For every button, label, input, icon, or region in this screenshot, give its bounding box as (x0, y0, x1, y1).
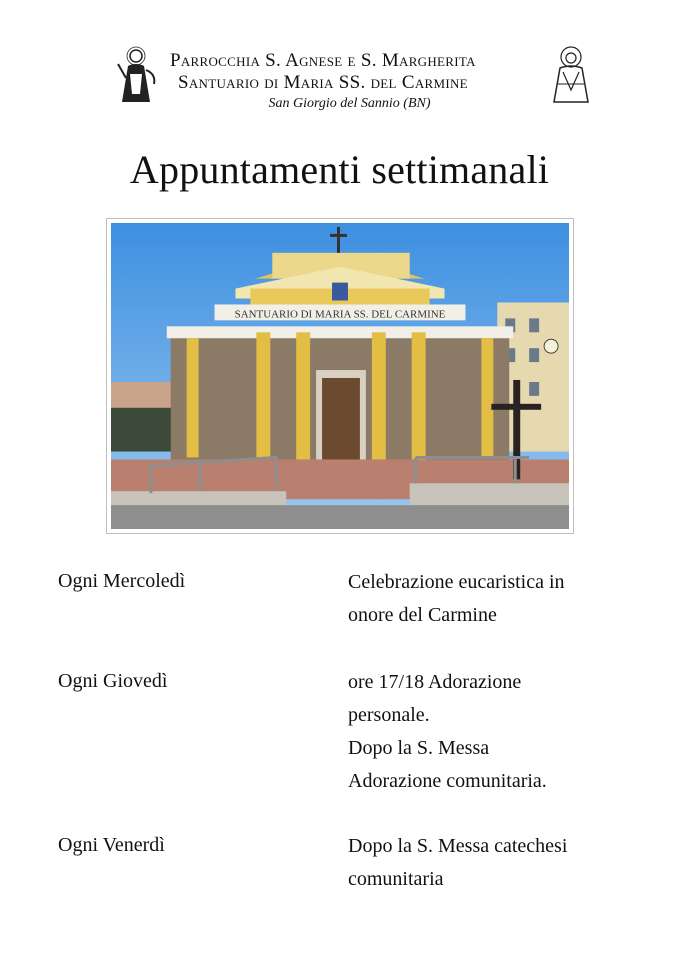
location: San Giorgio del Sannio (BN) (268, 96, 431, 111)
description-line: Celebrazione eucaristica in (348, 571, 565, 593)
saint-left-icon (110, 44, 162, 104)
church-sign: SANTUARIO DI MARIA SS. DEL CARMINE (234, 308, 446, 321)
description-line: onore del Carmine (348, 604, 497, 626)
page-header (0, 40, 679, 120)
parish-name: Parrocchia S. Agnese e S. Margherita (170, 50, 476, 71)
description-line: ore 17/18 Adorazione (348, 671, 522, 693)
description-line: Dopo la S. Messa (348, 737, 490, 759)
church-image (111, 223, 569, 529)
page-title: Appuntamenti settimanali (129, 147, 550, 192)
description-line: Adorazione comunitaria. (348, 770, 547, 792)
day-description (348, 566, 565, 632)
day-label: Ogni Giovedì (58, 670, 168, 692)
day-description (348, 666, 547, 798)
sanctuary-name: Santuario di Maria SS. del Carmine (178, 72, 468, 93)
saint-right-icon (548, 44, 594, 104)
day-label: Ogni Venerdì (58, 834, 165, 856)
day-description (348, 830, 567, 896)
description-line: personale. (348, 704, 430, 726)
day-label: Ogni Mercoledì (58, 570, 186, 592)
church-photo (106, 218, 574, 534)
description-line: Dopo la S. Messa catechesi (348, 835, 568, 857)
description-line: comunitaria (348, 868, 444, 890)
